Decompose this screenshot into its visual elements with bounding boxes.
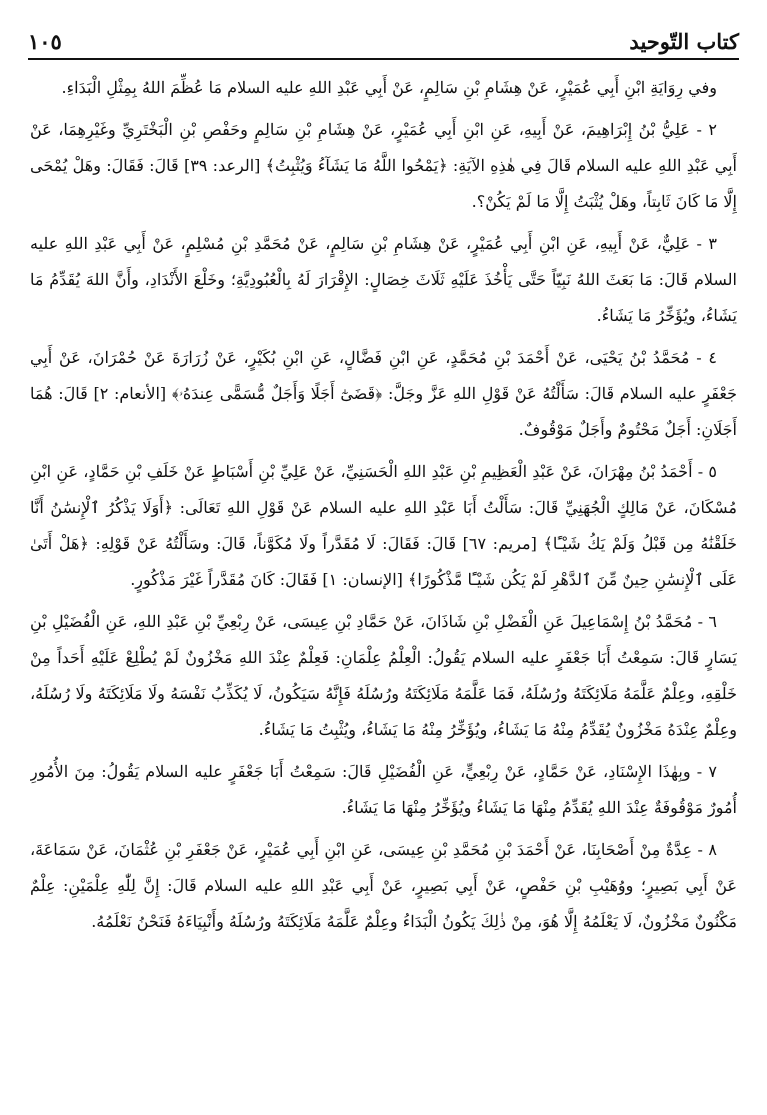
header-rule — [28, 58, 739, 60]
book-title: كتاب التّوحيد — [629, 29, 739, 54]
page-number: ١٠٥ — [28, 29, 62, 54]
page-body — [30, 70, 737, 1107]
hadith-paragraph: ٣ - عَلِيٌّ، عَنْ أَبِيهِ، عَنِ ابْنِ أَبِي عُمَيْرٍ، عَنْ هِشَامِ بْنِ سَالِمٍ، عَنْ مُحَمَّدِ بْنِ مُسْلِمٍ، عَنْ أَبِي عَبْدِ اللهِ عليه السلام قَالَ: مَا بَعَثَ اللهُ نَبِيّاً حَتَّى يَأْخُذَ عَلَيْهِ ثَلَاثَ خِصَالٍ: الإِقْرَارَ لَهُ بِالْعُبُودِيَّةِ؛ وخَلْعَ الأَنْدَادِ، وأَنَّ اللهَ يُقَدِّمُ مَا يَشَاءُ، ويُؤَخِّرُ مَا يَشَاءُ. — [30, 234, 737, 325]
hadith-paragraph: وفي رِوَايَةِ ابْنِ أَبِي عُمَيْرٍ، عَنْ هِشَامِ بْنِ سَالِمٍ، عَنْ أَبِي عَبْدِ اللهِ عليه السلام مَا عُظِّمَ اللهُ بِمِثْلِ الْبَدَاءِ. — [61, 78, 717, 97]
hadith-paragraph: ٦ - مُحَمَّدُ بْنُ إِسْمَاعِيلَ عَنِ الْفَضْلِ بْنِ شَاذَانَ، عَنْ حَمَّادِ بْنِ عِيسَى، عَنْ رِبْعِيِّ بْنِ عَبْدِ اللهِ، عَنِ الْفُضَيْلِ بْنِ يَسَارٍ قَالَ: سَمِعْتُ أَبَا جَعْفَرٍ عليه السلام يَقُولُ: الْعِلْمُ عِلْمَانِ: فَعِلْمٌ عِنْدَ اللهِ مَخْزُونٌ لَمْ يُطْلِعْ عَلَيْهِ أَحَداً مِنْ خَلْقِهِ، وعِلْمٌ عَلَّمَهُ مَلَائِكَتَهُ ورُسُلَهُ، فَمَا عَلَّمَهُ مَلَائِكَتَهُ ورُسُلَهُ فَإِنَّهُ سَيَكُونُ، لَا يُكَذِّبُ نَفْسَهُ ولَا مَلَائِكَتَهُ ولَا رُسُلَهُ، وعِلْمٌ عِنْدَهُ مَخْزُونٌ يُقَدِّمُ مِنْهُ مَا يَشَاءُ، ويُؤَخِّرُ مِنْهُ مَا يَشَاءُ، ويُثْبِتُ مَا يَشَاءُ. — [30, 612, 737, 739]
hadith-paragraph: ٤ - مُحَمَّدُ بْنُ يَحْيَى، عَنْ أَحْمَدَ بْنِ مُحَمَّدٍ، عَنِ ابْنِ فَضَّالٍ، عَنِ ابْنِ بُكَيْرٍ، عَنْ زُرَارَةَ عَنْ حُمْرَانَ، عَنْ أَبِي جَعْفَرٍ عليه السلام قَالَ: سَأَلْتُهُ عَنْ قَوْلِ اللهِ عَزَّ وجَلَّ: ﴿قَضَىٰٓ أَجَلًا وَأَجَلٌ مُّسَمًّى عِندَهُۥ﴾ [الأنعام: ٢] قَالَ: هُمَا أَجَلَانِ: أَجَلٌ مَحْتُومٌ وأَجَلٌ مَوْقُوفٌ. — [30, 348, 737, 439]
hadith-paragraph: ٧ - وبِهٰذَا الإِسْنَادِ، عَنْ حَمَّادٍ، عَنْ رِبْعِيٍّ، عَنِ الْفُضَيْلِ قَالَ: سَمِعْتُ أَبَا جَعْفَرٍ عليه السلام يَقُولُ: مِنَ الأُمُورِ أُمُورٌ مَوْقُوفَةٌ عِنْدَ اللهِ يُقَدِّمُ مِنْهَا مَا يَشَاءُ ويُؤَخِّرُ مِنْهَا مَا يَشَاءُ. — [30, 762, 737, 817]
hadith-paragraph: ٢ - عَلِيُّ بْنُ إِبْرَاهِيمَ، عَنْ أَبِيهِ، عَنِ ابْنِ أَبِي عُمَيْرٍ، عَنْ هِشَامِ بْنِ سَالِمٍ وحَفْصِ بْنِ الْبَخْتَرِيِّ وغَيْرِهِمَا، عَنْ أَبِي عَبْدِ اللهِ عليه السلام قَالَ فِي هٰذِهِ الآيَةِ: ﴿يَمْحُوا اللَّهُ مَا يَشَآءُ وَيُثْبِتُ﴾ [الرعد: ٣٩] قَالَ: فَقَالَ: وهَلْ يُمْحَى إِلَّا مَا كَانَ ثَابِتاً، وهَلْ يُثْبَتُ إِلَّا مَا لَمْ يَكُنْ؟. — [30, 120, 737, 211]
hadith-paragraph: ٨ - عِدَّةٌ مِنْ أَصْحَابِنَا، عَنْ أَحْمَدَ بْنِ مُحَمَّدِ بْنِ عِيسَى، عَنِ ابْنِ أَبِي عُمَيْرٍ، عَنْ جَعْفَرِ بْنِ عُثْمَانَ، عَنْ سَمَاعَةَ، عَنْ أَبِي بَصِيرٍ؛ ووُهَيْبِ بْنِ حَفْصٍ، عَنْ أَبِي بَصِيرٍ، عَنْ أَبِي عَبْدِ اللهِ عليه السلام قَالَ: إِنَّ لِلّٰهِ عِلْمَيْنِ: عِلْمٌ مَكْنُونٌ مَخْزُونٌ، لَا يَعْلَمُهُ إِلَّا هُوَ، مِنْ ذٰلِكَ يَكُونُ الْبَدَاءُ وعِلْمٌ عَلَّمَهُ مَلَائِكَتَهُ ورُسُلَهُ وأَنْبِيَاءَهُ فَنَحْنُ نَعْلَمُهُ. — [30, 840, 737, 931]
page-header — [28, 14, 739, 54]
hadith-paragraph: ٥ - أَحْمَدُ بْنُ مِهْرَانَ، عَنْ عَبْدِ الْعَظِيمِ بْنِ عَبْدِ اللهِ الْحَسَنِيِّ، عَنْ عَلِيِّ بْنِ أَسْبَاطٍ عَنْ خَلَفِ بْنِ حَمَّادٍ، عَنِ ابْنِ مُسْكَانَ، عَنْ مَالِكٍ الْجُهَنِيِّ قَالَ: سَأَلْتُ أَبَا عَبْدِ اللهِ عليه السلام عَنْ قَوْلِ اللهِ تَعَالَى: ﴿أَوَلَا يَذْكُرُ ٱلْإِنسَٰنُ أَنَّا خَلَقْنَٰهُ مِن قَبْلُ وَلَمْ يَكُ شَيْـًٔا﴾ [مريم: ٦٧] قَالَ: فَقَالَ: لَا مُقَدَّراً ولَا مُكَوَّناً، قَالَ: وسَأَلْتُهُ عَنْ قَوْلِهِ: ﴿هَلْ أَتَىٰ عَلَى ٱلْإِنسَٰنِ حِينٌ مِّنَ ٱلدَّهْرِ لَمْ يَكُن شَيْـًٔا مَّذْكُورًا﴾ [الإنسان: ١] فَقَالَ: كَانَ مُقَدَّراً غَيْرَ مَذْكُورٍ. — [30, 462, 737, 589]
